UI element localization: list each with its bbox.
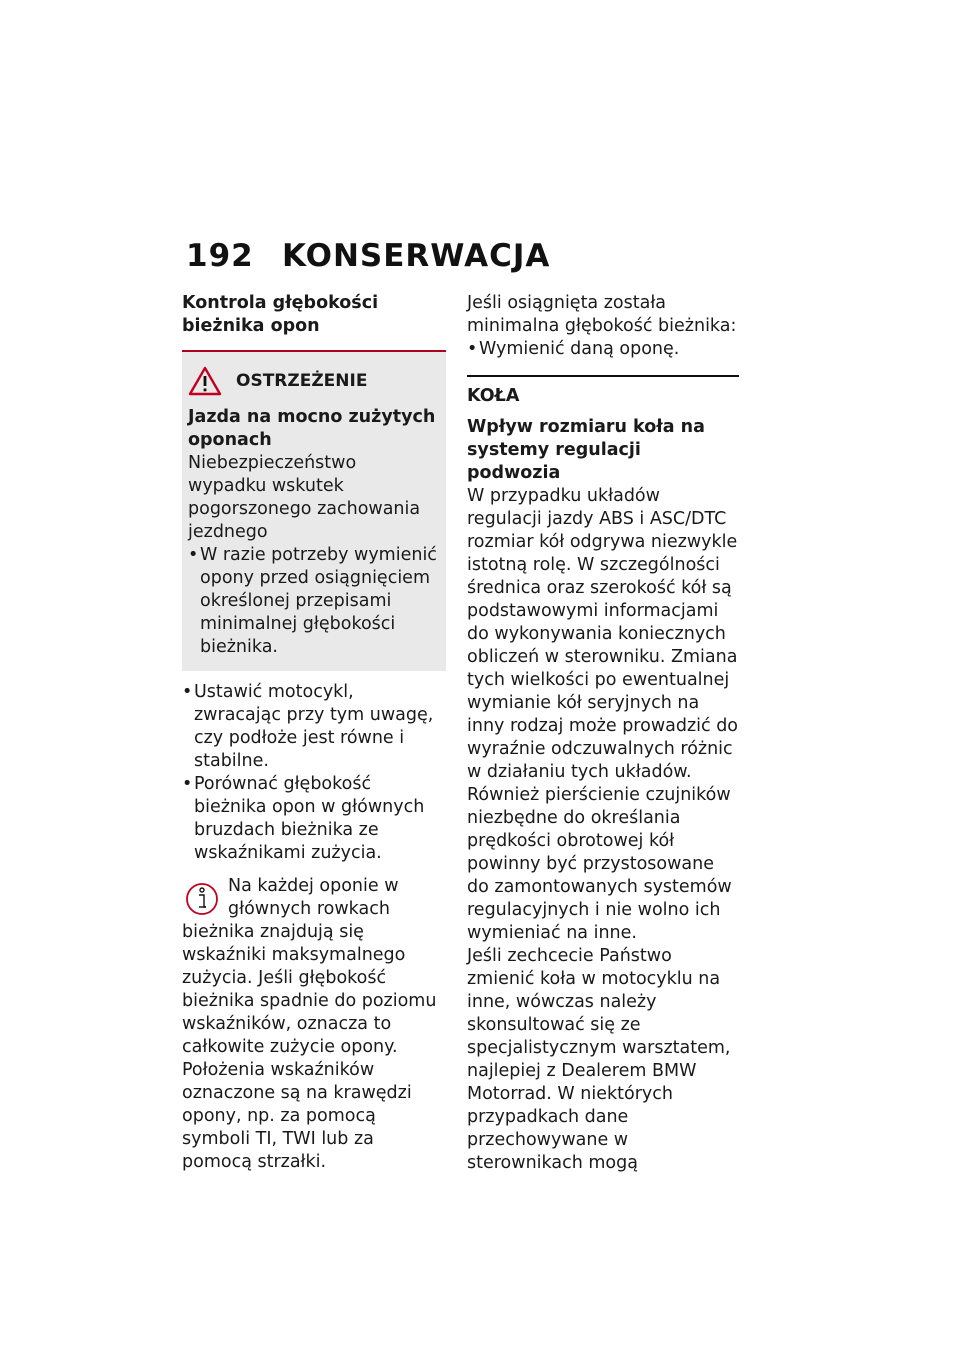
continuation-bullet: • Wymienić daną oponę.	[467, 338, 739, 361]
warning-title: Jazda na mocno zużytych oponach	[188, 407, 436, 450]
continuation-text: Jeśli osiągnięta została minimalna głębokość bieżnika:	[467, 293, 737, 336]
page-header	[186, 238, 550, 278]
warning-text: Niebezpieczeństwo wypadku wskutek pogorszonego zachowania jezdnego	[188, 453, 421, 542]
warning-label: OSTRZEŻENIE	[236, 370, 368, 391]
chapter-title: KONSERWACJA	[282, 238, 551, 274]
step-item: • Porównać głębokość bieżnika opon w głównych bruzdach bieżnika ze wskaźnikami zużycia.	[182, 773, 446, 865]
subsection-title: Wpływ rozmiaru koła na systemy regulacji podwozia	[467, 417, 705, 483]
paragraph: Jeśli zechcecie Państwo zmienić koła w motocyklu na inne, wówczas należy skonsultować się ze specjalistycznym warsztatem, najlepiej z Dealerem BMW Motorrad. W niektórych przypadkach dane przechowywane w sterownikach mogą	[467, 946, 731, 1173]
info-icon	[184, 877, 220, 921]
step-item: • Ustawić motocykl, zwracając przy tym uwagę, czy podłoże jest równe i stabilne.	[182, 681, 446, 773]
section-rule	[467, 375, 739, 377]
info-note	[182, 875, 446, 1174]
info-text: Na każdej oponie w głównych rowkach bieżnika znajdują się wskaźniki maksymalnego zużycia. Jeśli głębokość bieżnika spadnie do poziomu wskaźników, oznacza to całkowite zużycie opony. Położenia wskaźników oznaczone są na krawędzi opony, np. za pomocą symboli TI, TWI lub za pomocą strzałki.	[182, 876, 437, 1172]
warning-box	[182, 352, 446, 671]
warning-bullet: • W razie potrzeby wymienić opony przed osiągnięciem określonej przepisami minimalnej głębokości bieżnika.	[188, 544, 440, 659]
page-number: 192	[186, 238, 254, 274]
right-column	[467, 292, 739, 1175]
section-title-wheels: KOŁA	[467, 386, 520, 406]
left-column	[182, 292, 446, 1174]
paragraph: Również pierścienie czujników niezbędne do określania prędkości obrotowej kół powinny być przystosowane do zamontowanych systemów regulacyjnych i nie wolno ich wymieniać na inne.	[467, 785, 732, 943]
section-title-tread-depth: Kontrola głębokości bieżnika opon	[182, 293, 379, 336]
warning-header	[188, 366, 440, 396]
paragraph: W przypadku układów regulacji jazdy ABS i ASC/DTC rozmiar kół odgrywa niezwykle istotną rolę. W szczególności średnica oraz szerokość kół są podstawowymi informacjami do wykonywania koniecznych obliczeń w sterowniku. Zmiana tych wielkości po ewentualnej wymianie kół seryjnych na inny rodzaj może prowadzić do wyraźnie odczuwalnych różnic w działaniu tych układów.	[467, 486, 739, 782]
warning-triangle-icon	[188, 366, 222, 396]
